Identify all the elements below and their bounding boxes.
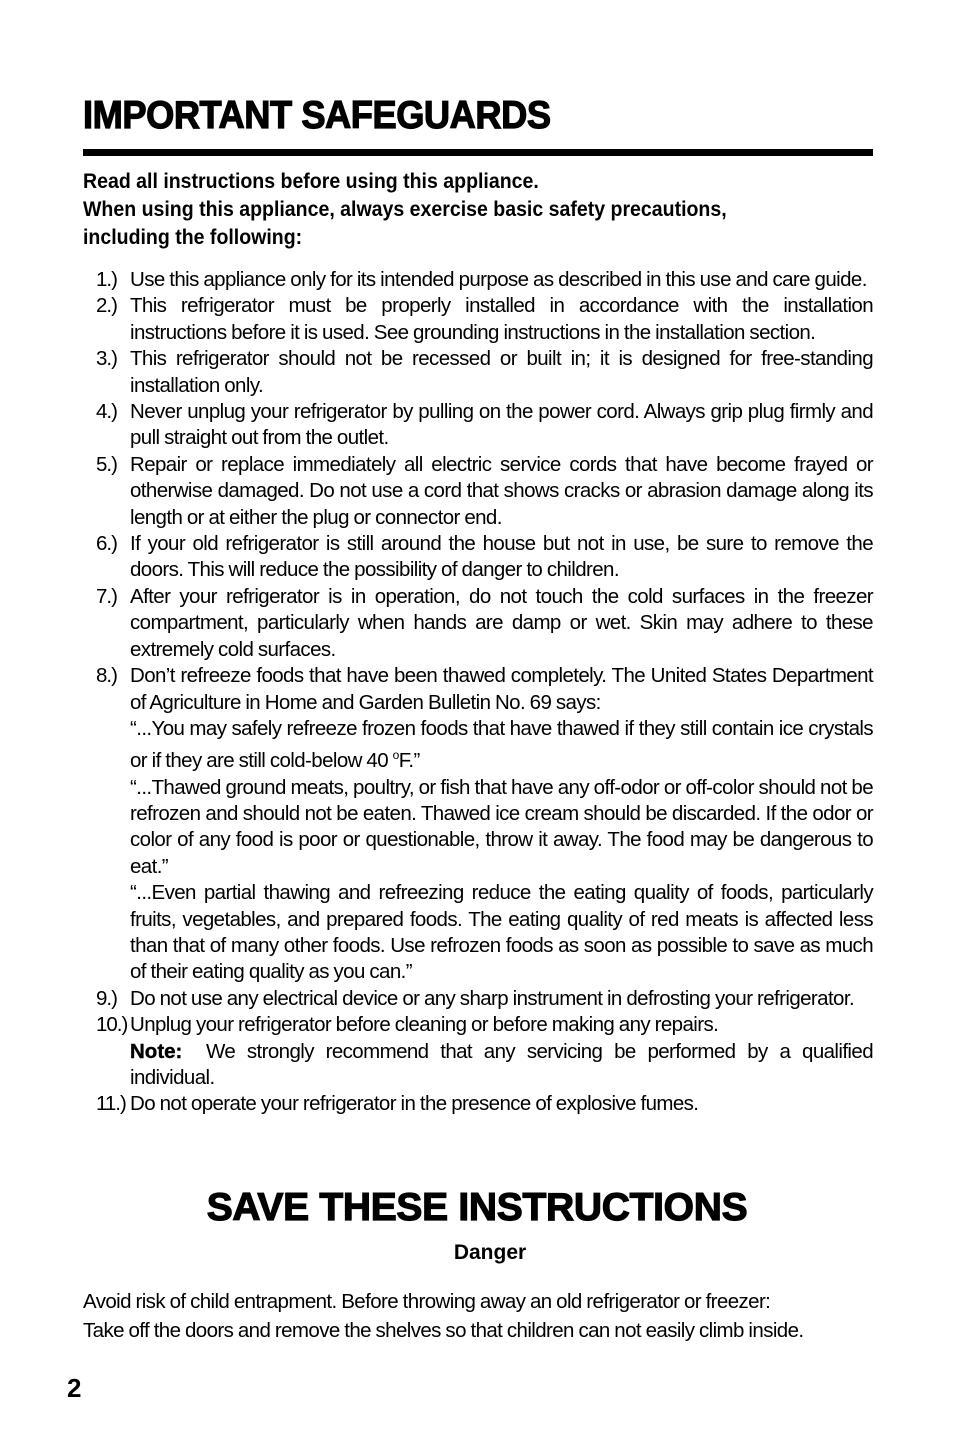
intro-line: When using this appliance, always exercise basic safety precautions, xyxy=(83,198,727,221)
safeguards-list xyxy=(96,267,873,1118)
safeguard-item-11 xyxy=(96,1091,873,1117)
note-label: Note: xyxy=(130,1039,183,1063)
entrapment-warning xyxy=(83,1287,883,1345)
quote-text: F.” xyxy=(398,749,420,773)
item-number: 7.) xyxy=(96,584,117,608)
item-number: 10.) xyxy=(96,1013,128,1037)
item-text: If your old refrigerator is still around the house but not in use, be sure to remove the doors. This will reduce the possibility of danger to children. xyxy=(130,532,873,582)
item-number: 1.) xyxy=(96,268,117,291)
page-title: IMPORTANT SAFEGUARDS xyxy=(83,94,551,137)
safeguard-item-4 xyxy=(96,399,873,452)
title-rule xyxy=(83,149,873,156)
note-text: We strongly recommend that any servicing be performed by a qualified individual. xyxy=(130,1039,873,1090)
item-number: 11.) xyxy=(96,1092,126,1116)
safeguard-item-2 xyxy=(96,293,873,346)
save-instructions-heading: SAVE THESE INSTRUCTIONS xyxy=(206,1186,748,1229)
warning-line: Avoid risk of child entrapment. Before throwing away an old refrigerator or freezer: xyxy=(83,1290,771,1313)
item-number: 9.) xyxy=(96,986,117,1010)
safeguard-item-1 xyxy=(96,267,873,293)
usda-quote-3: “...Even partial thawing and refreezing reduce the eating quality of foods, particularly fruits, vegetables, and prepared foods. The eating quality of red meats is affected less than that of many other foods. Use refrozen foods as soon as possible to save as much of their eating quality as you can.” xyxy=(130,881,873,984)
intro-line: including the following: xyxy=(83,226,303,249)
item-text: After your refrigerator is in operation, do not touch the cold surfaces in the freezer compartment, particularly when hands are damp or wet. Skin may adhere to these extremely cold surfaces. xyxy=(130,584,873,661)
item-text: This refrigerator should not be recessed or built in; it is designed for free-standing installation only. xyxy=(130,347,873,397)
page-number: 2 xyxy=(67,1373,82,1403)
item-text: Use this appliance only for its intended purpose as described in this use and care guide. xyxy=(130,268,867,291)
safeguard-item-3 xyxy=(96,346,873,399)
item-text: Repair or replace immediately all electric service cords that have become frayed or otherwise damaged. Do not use a cord that shows cracks or abrasion damage along its length or at either the plug or connector end. xyxy=(130,452,873,529)
usda-quote-2: “...Thawed ground meats, poultry, or fish that have any off-odor or off-color should not be refrozen and should not be eaten. Thawed ice cream should be discarded. If the odor or color of any food is poor or questionable, throw it away. The food may be dangerous to eat.” xyxy=(130,775,873,878)
degree-symbol: o xyxy=(392,748,399,763)
item-text: Unplug your refrigerator before cleaning or before making any repairs. xyxy=(130,1013,719,1037)
item-text: Never unplug your refrigerator by pulling on the power cord. Always grip plug firmly and pull straight out from the outlet. xyxy=(130,400,873,450)
item-text: Don’t refreeze foods that have been thawed completely. The United States Department of Agriculture in Home and Garden Bulletin No. 69 says: xyxy=(130,664,873,714)
item-text: This refrigerator must be properly installed in accordance with the installation instructions before it is used. See grounding instructions in the installation section. xyxy=(130,294,873,344)
safeguard-item-5 xyxy=(96,452,873,531)
quote-text: “...You may safely refreeze frozen foods that have thawed if they still contain ice crystals or if they are still cold-below 40 xyxy=(130,716,873,773)
item-number: 6.) xyxy=(96,532,117,556)
safeguard-item-10 xyxy=(96,1012,873,1091)
danger-heading: Danger xyxy=(453,1241,527,1264)
safeguard-item-7 xyxy=(96,584,873,663)
item-number: 8.) xyxy=(96,664,117,688)
usda-quote-1 xyxy=(130,716,873,775)
note xyxy=(130,1039,873,1092)
item-text: Do not operate your refrigerator in the presence of explosive fumes. xyxy=(130,1092,699,1116)
item-number: 4.) xyxy=(96,400,117,424)
warning-line: Take off the doors and remove the shelves so that children can not easily climb inside. xyxy=(83,1319,804,1342)
item-number: 3.) xyxy=(96,347,117,371)
item-text: Do not use any electrical device or any sharp instrument in defrosting your refrigerator. xyxy=(130,986,855,1010)
item-number: 5.) xyxy=(96,452,117,476)
safeguard-item-6 xyxy=(96,531,873,584)
safeguard-item-8 xyxy=(96,663,873,986)
intro-line: Read all instructions before using this appliance. xyxy=(83,170,539,193)
intro-block xyxy=(83,168,827,252)
item-number: 2.) xyxy=(96,294,117,318)
safeguard-item-9 xyxy=(96,986,873,1012)
